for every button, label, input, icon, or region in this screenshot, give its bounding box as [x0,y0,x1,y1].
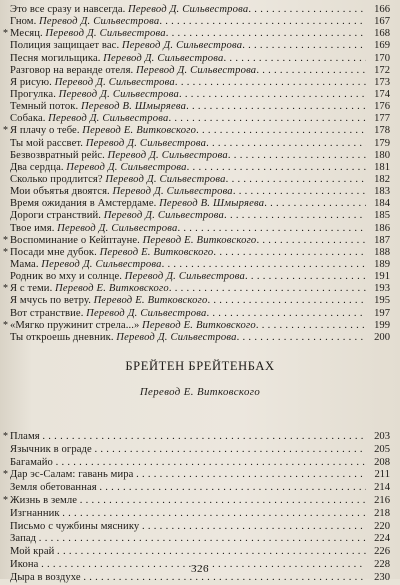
entry-title: Это все сразу и навсегда. [10,4,126,15]
toc-row [0,533,400,546]
entry-page: 177 [374,113,390,125]
toc-row [0,174,400,186]
entry-page: 195 [374,295,390,307]
toc-row [0,508,400,521]
entry-translator: Перевод Д. Сильвестрова [103,210,225,222]
entry-page: 174 [374,88,390,100]
entry-translator: Перевод Е. Витковского [82,125,197,137]
entry-page: 199 [374,319,390,331]
toc-row [0,162,400,174]
entry-translator: Перевод Д. Сильвестрова [41,258,162,270]
toc-row [0,521,400,534]
entry-title: Пламя [10,431,40,442]
entry-page: 188 [374,246,390,258]
toc-row [0,546,400,559]
entry-page: 169 [374,40,390,52]
entry-mark: * [3,234,8,246]
toc-row [0,53,400,65]
entry-title: Гном. [10,16,37,28]
entry-page: 203 [374,431,390,442]
entry-title: Письмо с чужбины мяснику [10,520,140,532]
toc-row [0,482,400,495]
entry-page: 187 [374,234,390,246]
entry-translator: Перевод Д. Сильвестрова [85,137,207,149]
entry-page: 176 [374,101,390,113]
entry-title: Сколько продлится? [10,173,103,185]
entry-page: 180 [374,149,390,161]
toc-row [0,89,400,101]
entry-translator: Перевод Д. Сильвестрова [107,149,228,161]
toc-row [0,138,400,150]
entry-mark: * [3,469,8,481]
entry-page: 167 [374,16,390,28]
entry-page: 182 [374,173,390,185]
entry-mark: * [3,319,8,331]
toc-row [0,186,400,198]
entry-title: Посади мне дубок. [10,246,97,258]
entry-page: 166 [374,4,390,15]
entry-page: 205 [374,443,390,455]
toc-row [0,77,400,89]
entry-page: 214 [374,482,390,494]
entry-translator: Перевод Д. Сильвестрова [105,173,226,185]
entry-mark: * [3,246,8,258]
entry-translator: Перевод В. Шмыряева [159,198,265,210]
entry-title: Полиция защищает вас. [10,40,120,52]
toc-row [0,28,400,40]
toc-row [0,4,400,16]
entry-title: Багамайо [10,456,53,468]
entry-title: Запад [10,533,37,545]
entry-title: Ты откроешь дневник. [10,331,114,343]
toc-row [0,247,400,259]
entry-title: Разговор на веранде отеля. [10,64,134,76]
entry-title: Я с теми. [10,283,53,295]
entry-mark: * [3,494,8,506]
toc-row [0,431,400,444]
entry-title: Язычник в ограде [10,443,92,455]
entry-title: Безвозвратный рейс. [10,149,105,161]
entry-page: 226 [374,546,390,558]
toc-row [0,223,400,235]
entry-page: 181 [374,161,390,173]
toc-row [0,125,400,137]
entry-translator: Перевод Д. Сильвестрова [45,28,166,40]
entry-title: Песня могильщика. [10,52,101,64]
entry-title: Дыра в воздухе [10,571,81,583]
entry-title: Жизнь в земле [10,494,78,506]
entry-title: Я рисую. [10,76,52,88]
entry-title: Дар эс-Салам: гавань мира [10,469,134,481]
entry-title: Воспоминание о Кейптауне. [10,234,140,246]
entry-page: 185 [374,210,390,222]
entry-title: Икона [10,558,39,570]
entry-page: 189 [374,258,390,270]
entry-page: 193 [374,283,390,295]
toc-row [0,65,400,77]
entry-title: Темный поток. [10,101,79,113]
entry-translator: Перевод Д. Сильвестрова [86,307,207,319]
entry-title: Я плачу о тебе. [10,125,80,137]
entry-page: 179 [374,137,390,149]
entry-translator: Перевод Е. Витковского [93,295,208,307]
entry-translator: Перевод Д. Сильвестрова [58,88,179,100]
entry-translator: Перевод Д. Сильвестрова [128,4,249,15]
page-number: 326 [191,563,209,575]
entry-translator: Перевод Д. Сильвестрова [48,113,169,125]
entry-page: 224 [374,533,390,545]
entry-page: 218 [374,507,390,519]
entry-title: Мой край [10,546,55,558]
section-header [0,358,400,398]
toc-row [0,320,400,332]
entry-title: Время ожидания в Амстердаме. [10,198,157,210]
entry-title: Дороги странствий. [10,210,102,222]
toc-top [0,4,400,344]
entry-page: 170 [374,52,390,64]
entry-page: 211 [374,469,390,481]
entry-title: Земля обетованная [10,482,97,494]
entry-translator: Перевод Д. Сильвестрова [135,64,257,76]
toc-row [0,469,400,482]
toc-row [0,16,400,28]
entry-translator: Перевод Д. Сильвестрова [112,186,233,198]
entry-page: 230 [374,571,390,583]
entry-title: Мама. [10,258,39,270]
entry-translator: Перевод В. Шмыряева [80,101,187,113]
toc-row [0,101,400,113]
entry-title: «Мягко пружинит стрела...» [10,319,140,331]
entry-page: 216 [374,494,390,506]
toc-row [0,198,400,210]
entry-translator: Перевод Е. Витковского [99,246,214,258]
entry-page: 184 [374,198,390,210]
entry-mark: * [3,283,8,295]
toc-row [0,40,400,52]
entry-mark: * [3,125,8,137]
entry-page: 172 [374,64,390,76]
entry-translator: Перевод Д. Сильвестрова [116,331,237,343]
entry-page: 173 [374,76,390,88]
entry-page: 191 [374,271,390,283]
entry-translator: Перевод Д. Сильвестрова [121,40,243,52]
entry-title: Ты мой рассвет. [10,137,84,149]
entry-page: 228 [374,558,390,570]
toc-row [0,495,400,508]
toc-bottom [0,431,400,585]
entry-title: Родник во мху и солнце. [10,271,123,283]
entry-translator: Перевод Д. Сильвестрова [66,161,187,173]
toc-row [0,308,400,320]
entry-translator: Перевод Д. Сильвестрова [103,52,224,64]
toc-row [0,271,400,283]
section-subheading: Перевод Е. Витковского [139,386,261,398]
entry-title: Два сердца. [10,161,64,173]
toc-row [0,210,400,222]
entry-page: 168 [374,28,390,40]
entry-title: Мои объятья двоятся. [10,186,110,198]
entry-title: Я мчусь по ветру. [10,295,91,307]
entry-translator: Перевод Д. Сильвестрова [39,16,160,28]
entry-translator: Перевод Е. Витковского [54,283,169,295]
toc-row [0,295,400,307]
entry-translator: Перевод Д. Сильвестрова [57,222,178,234]
entry-title: Месяц. [10,28,43,40]
entry-title: Прогулка. [10,88,56,100]
entry-title: Собака. [10,113,46,125]
toc-row [0,150,400,162]
entry-page: 200 [374,331,390,343]
entry-page: 186 [374,222,390,234]
toc-row [0,259,400,271]
toc-row [0,283,400,295]
entry-translator: Перевод Е. Витковского [142,234,257,246]
entry-mark: * [3,431,8,442]
toc-row [0,444,400,457]
entry-title: Твое имя. [10,222,55,234]
entry-page: 220 [374,520,390,532]
toc-row [0,332,400,344]
toc-row [0,235,400,247]
entry-translator: Перевод Д. Сильвестрова [54,76,175,88]
section-heading: БРЕЙТЕН БРЕЙТЕНБАХ [125,359,275,373]
entry-page: 178 [374,125,390,137]
entry-page: 183 [374,186,390,198]
entry-translator: Перевод Е. Витковского [142,319,256,331]
entry-title: Изгнанник [10,507,60,519]
toc-row [0,113,400,125]
entry-page: 197 [374,307,390,319]
entry-title: Вот странствие. [10,307,84,319]
entry-mark: * [3,28,8,40]
entry-page: 208 [374,456,390,468]
toc-row [0,457,400,470]
entry-translator: Перевод Д. Сильвестрова [124,271,246,283]
